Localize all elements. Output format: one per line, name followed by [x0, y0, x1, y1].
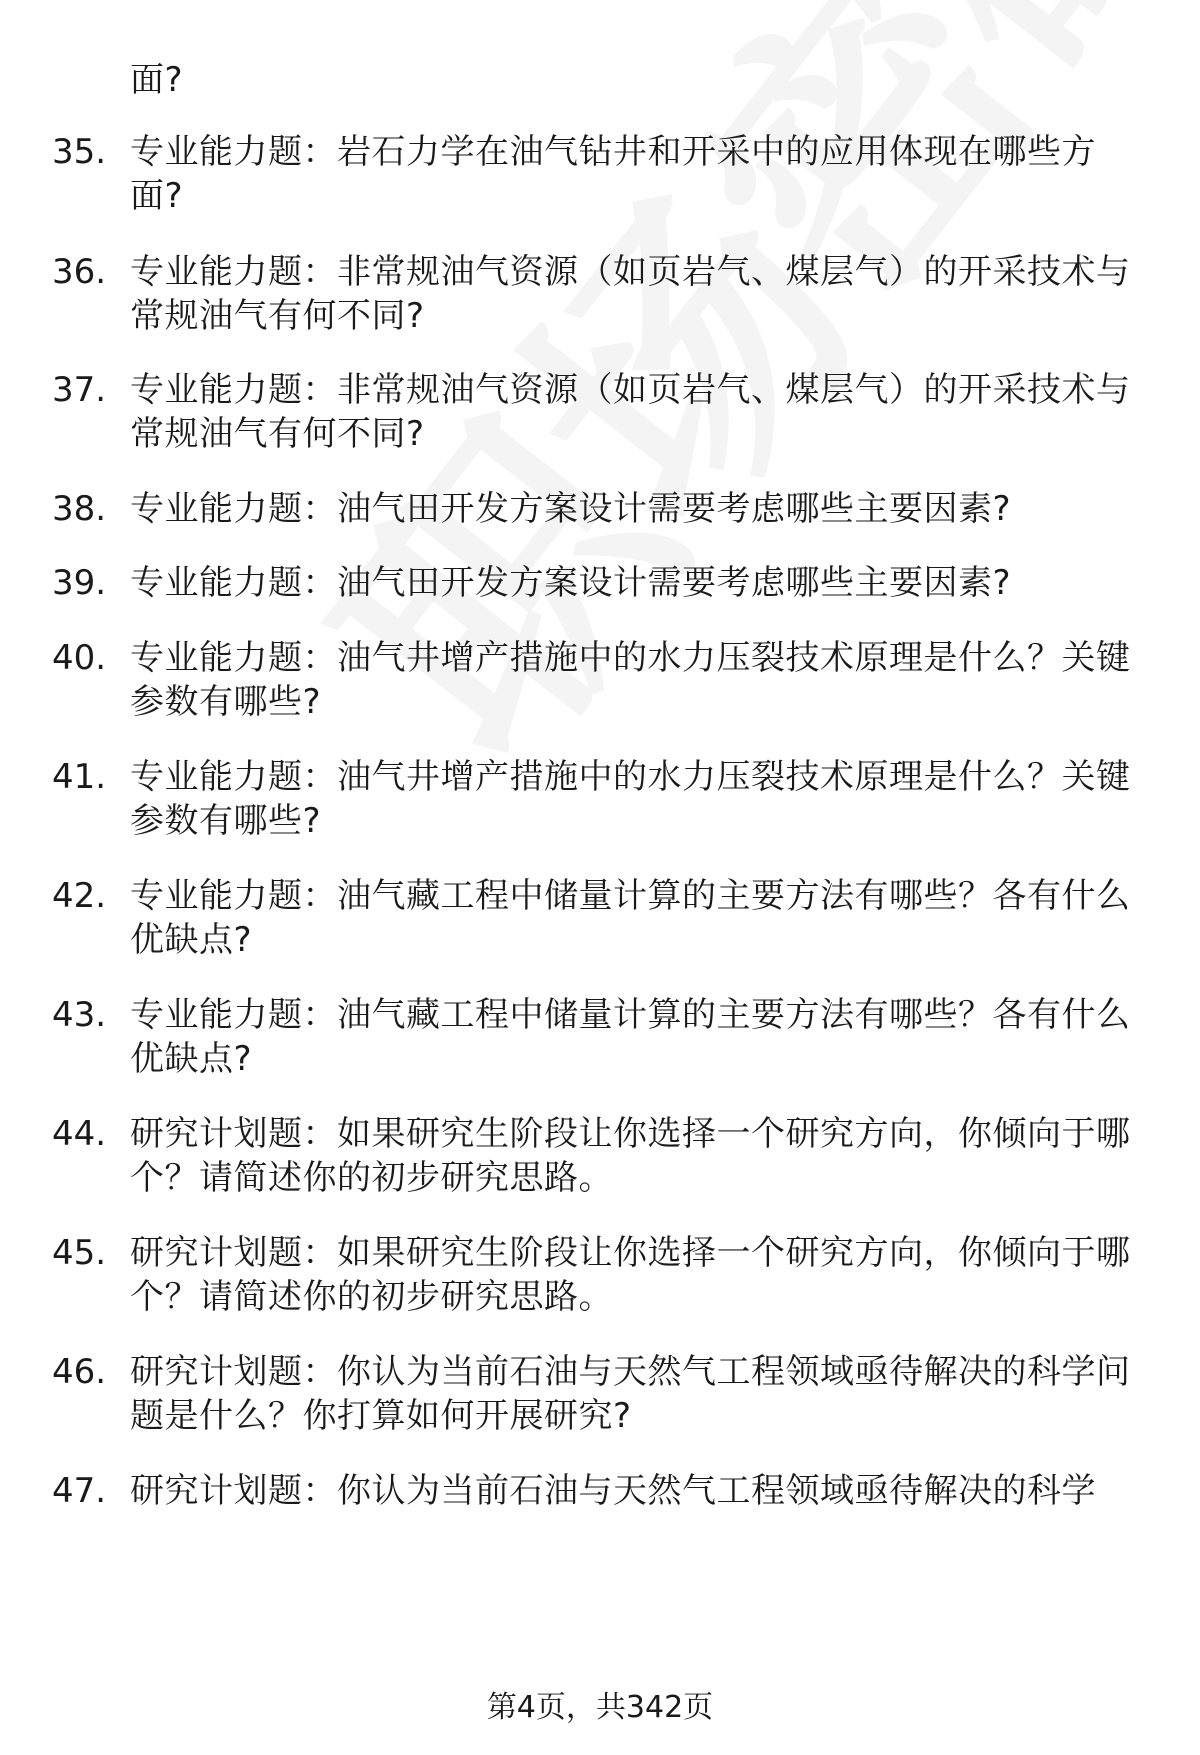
question-number: 41.	[52, 757, 107, 797]
question-text: 研究计划题：如果研究生阶段让你选择一个研究方向，你倾向于哪个？请简述你的初步研究思路。	[130, 1233, 1131, 1317]
question-text: 专业能力题：油气井增产措施中的水力压裂技术原理是什么？关键参数有哪些?	[130, 638, 1131, 722]
question-text: 专业能力题：油气田开发方案设计需要考虑哪些主要因素?	[130, 563, 1012, 603]
question-text: 专业能力题：非常规油气资源（如页岩气、煤层气）的开采技术与常规油气有何不同?	[130, 370, 1131, 454]
question-number: 44.	[52, 1114, 107, 1154]
question-number: 45.	[52, 1233, 107, 1273]
question-text: 专业能力题：油气藏工程中储量计算的主要方法有哪些？各有什么优缺点?	[130, 995, 1131, 1079]
question-number: 47.	[52, 1471, 107, 1511]
question-number: 39.	[52, 563, 107, 603]
question-text: 专业能力题：油气藏工程中储量计算的主要方法有哪些？各有什么优缺点?	[130, 876, 1131, 960]
question-text: 研究计划题：如果研究生阶段让你选择一个研究方向，你倾向于哪个？请简述你的初步研究思路。	[130, 1114, 1131, 1198]
question-text: 研究计划题：你认为当前石油与天然气工程领域亟待解决的科学问题是什么？你打算如何开展研究?	[130, 1352, 1131, 1436]
question-number: 42.	[52, 876, 107, 916]
question-number: 37.	[52, 370, 107, 410]
continuation-text: 面?	[130, 60, 184, 100]
question-text: 专业能力题：油气田开发方案设计需要考虑哪些主要因素?	[130, 489, 1012, 529]
question-text: 专业能力题：岩石力学在油气钻井和开采中的应用体现在哪些方面?	[130, 132, 1096, 216]
question-number: 43.	[52, 995, 107, 1035]
question-number: 35.	[52, 132, 107, 172]
page-footer: 第4页，共342页	[486, 1690, 714, 1725]
question-number: 40.	[52, 638, 107, 678]
question-text: 研究计划题：你认为当前石油与天然气工程领域亟待解决的科学	[130, 1471, 1096, 1511]
question-number: 38.	[52, 489, 107, 529]
question-number: 46.	[52, 1352, 107, 1392]
question-number: 36.	[52, 252, 107, 292]
question-text: 专业能力题：油气井增产措施中的水力压裂技术原理是什么？关键参数有哪些?	[130, 757, 1131, 841]
question-text: 专业能力题：非常规油气资源（如页岩气、煤层气）的开采技术与常规油气有何不同?	[130, 252, 1131, 336]
